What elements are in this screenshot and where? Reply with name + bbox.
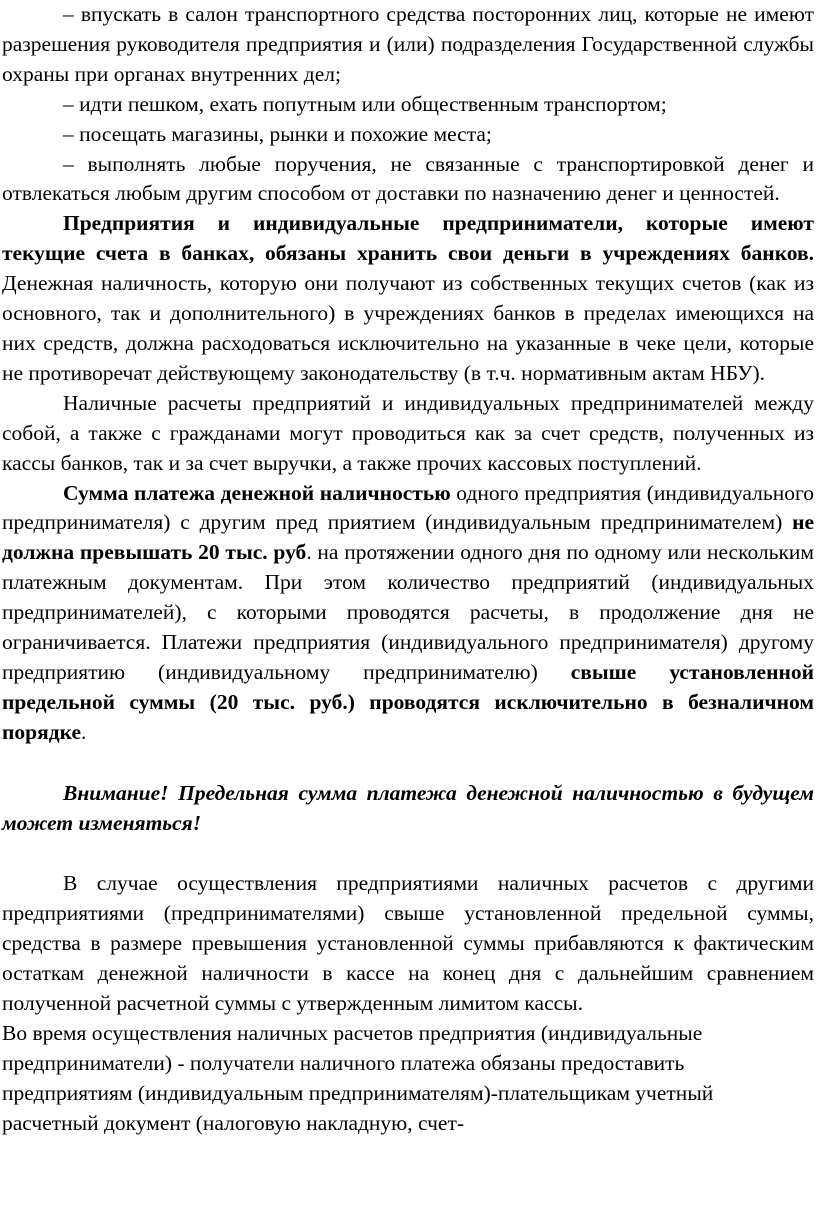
paragraph-4: – выполнять любые поручения, не связанные с транспортировкой денег и отвлекаться любым другим способом от доставки по назначению денег и ценностей. — [2, 151, 814, 206]
paragraph-5 — [2, 209, 814, 388]
paragraph-7-text-3: . — [81, 719, 87, 744]
spacer — [2, 838, 814, 869]
paragraph-6: Наличные расчеты предприятий и индивидуальных предпринимателей между собой, а также с гражданами могут проводиться как за счет средств, полученных из кассы банков, так и за счет выручки, а также прочих кассовых поступлений. — [2, 390, 814, 475]
paragraph-7-text-2: . на протяжении одного дня по одному или нескольким платежным документам. При этом количество предприятий (индивидуальных предпринимателей), с которыми проводятся расчеты, в продолжение дня не ограничивается. Платежи предприятия (индивидуального предпринимателя) другому предприятию (индивидуальному предпринимателю) — [2, 540, 814, 684]
paragraph-5-text: Денежная наличность, которую они получают из собственных текущих счетов (как из основного, так и дополнительного) в учреждениях банков в пределах имеющихся на них средств, должна расходоваться исключительно на указанные в чеке цели, которые не противоречат действующему законодательству (в т.ч. нормативным актам НБУ). — [2, 271, 814, 385]
paragraph-1: – впускать в салон транспортного средства посторонних лиц, которые не имеют разрешения руководителя предприятия и (или) подразделения Государственной службы охраны при органах внутренних дел; — [2, 2, 814, 86]
paragraph-7 — [2, 479, 814, 748]
paragraph-2: – идти пешком, ехать попутным или общественным транспортом; — [63, 91, 667, 116]
paragraph-7-bold-1: Сумма платежа денежной наличностью — [63, 480, 451, 505]
paragraph-3: – посещать магазины, рынки и похожие места; — [63, 121, 492, 146]
paragraph-7-bold-2: не должна превышать 20 тыс. руб — [2, 510, 814, 565]
paragraph-5-bold: Предприятия и индивидуальные предприниматели, которые имеют текущие счета в банках, обязаны хранить свои деньги в учреждениях банков. — [2, 211, 814, 266]
paragraph-7-text-1: одного предприятия (индивидуального предпринимателя) с другим пред приятием (индивидуальным предпринимателем) — [2, 480, 814, 535]
paragraph-10: Во время осуществления наличных расчетов предприятия (индивидуальные предприниматели) - получатели наличного платежа обязаны предоставить предприятиям (индивидуальным предпринимателям)-плательщикам учетный расчетный документ (налоговую накладную, счет- — [2, 1021, 714, 1135]
paragraph-9: В случае осуществления предприятиями наличных расчетов с другими предприятиями (предпринимателями) свыше установленной предельной суммы, средства в размере превышения установленной суммы прибавляются к фактическим остаткам денежной наличности в кассе на конец дня с дальнейшим сравнением полученной расчетной суммы с утвержденным лимитом кассы. — [2, 871, 814, 1016]
paragraph-7-bold-3: свыше установленной предельной суммы (20 тыс. руб.) проводятся исключительно в безналичном порядке — [2, 659, 814, 744]
spacer — [2, 748, 814, 779]
attention-note: Внимание! Предельная сумма платежа денежной наличностью в будущем может изменяться! — [2, 780, 814, 835]
